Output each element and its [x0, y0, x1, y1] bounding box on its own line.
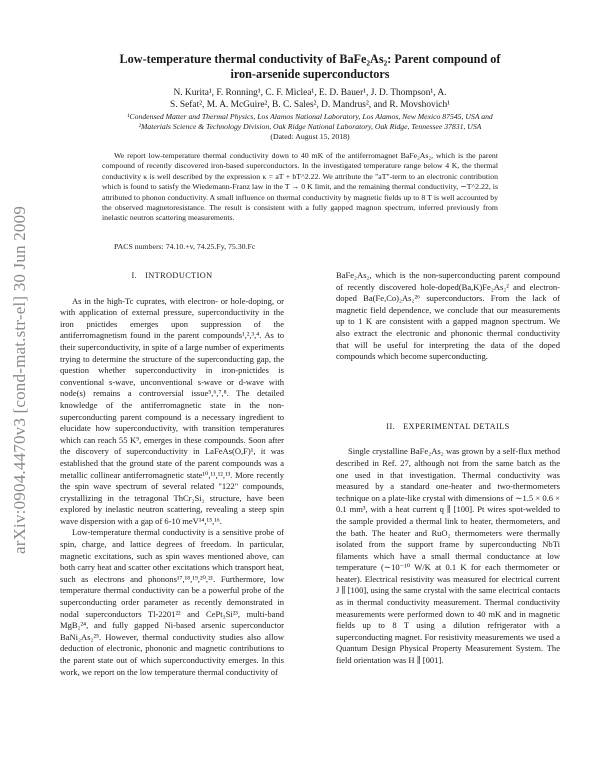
section-heading-introduction	[60, 270, 284, 282]
pacs-numbers: PACS numbers: 74.10.+v, 74.25.Fy, 75.30.Fc	[114, 242, 256, 251]
experimental-paragraph-1: Single crystalline BaFe₂As₂ was grown by a self-flux method described in Ref. 27, although not from the same batch as the one used in that investigation. Thermal conductivity was measured by a standard one-heater and two-thermometers technique on a plate-like crystal with dimensions of ∼1.5 × 0.6 × 0.1 mm³, with a heat current q ∥ [100]. Pt wires spot-welded to the sample provided a thermal link to heater, thermometers, and the bath. The heater and RuO₂ thermometers were thermally isolated from the support frame by superconducting NbTi filaments which have a small thermal conductance at low temperature (∼10⁻¹⁰ W/K at 0.1 K for each thermometer or heater). Electrical resistivity was measured for electrical current J ∥ [100], using the same crystal with the same electrical contacts as in thermal conductivity measurement. Thermal conductivity measurements were performed down to 40 mK and in magnetic fields up to 8 T using a dilution refrigerator with a superconducting magnet. For resistivity measurements we used a Quantum Design Physical Property Measurement System. The field orientation was H ∥ [001].	[336, 446, 560, 666]
paper-title	[60, 52, 560, 82]
intro-paragraph-2: Low-temperature thermal conductivity is a sensitive probe of spin, charge, and lattice degrees of freedom. In particular, magnetic excitations, such as spin waves mentioned above, can both carry heat and scatter other excitations which transport heat, such as electrons and phonons¹⁷,¹⁸,¹⁹,²⁰,²¹. Furthermore, low temperature thermal conductivity can be a powerful probe of the superconducting order parameter as recently demonstrated in nodal superconductors Tl-2201²² and CePt₃Si²³, multi-band MgB₂²⁴, and fully gapped Ni-based arsenic superconductor BaNi₂As₂²⁵. However, thermal conductivity studies also allow deduction of electronic, phononic and magnetic contributions to the parent state out of which superconductivity emerges. In this work, we report on the low temperature thermal conductivity of	[60, 527, 284, 677]
arxiv-stamp-text: arXiv:0904.4470v3 [cond-mat.str-el] 30 Jun 2009	[10, 205, 29, 555]
section-heading-experimental	[336, 421, 560, 433]
abstract: We report low-temperature thermal conductivity down to 40 mK of the antiferromagnet BaFe₂As₂, which is the parent compound of recently discovered iron-based superconductors. In the investigated temperature range below 4 K, the thermal conductivity κ is well described by the expression κ = aT + bT^2.22. We attribute the "aT"-term to an electronic contribution which is found to satisfy the Wiedemann-Franz law in the T → 0 K limit, and the remaining thermal conductivity, ∼T^2.22, is attributed to phonon conductivity. A small influence on thermal conductivity by magnetic fields up to 8 T is well accounted by the observed magnetoresistance. The result is consistent with a fully gapped magnon spectrum, inferred previously from inelastic neutron scattering measurements.	[102, 151, 498, 223]
author-list	[60, 88, 560, 111]
section-title: EXPERIMENTAL DETAILS	[403, 421, 510, 431]
right-column	[336, 270, 560, 667]
intro-paragraph-1: As in the high-Tc cuprates, with electron- or hole-doping, or with application of external pressure, superconductivity in the iron pnictides emerges upon suppression of the antiferromagnetism found in the parent compounds¹,²,³,⁴. As to their superconductivity, in spite of a large number of experiments trying to determine the structure of the superconducting gap, the question whether superconductivity in iron-pnictides is conventional s-wave, unconventional s-wave or d-wave with node(s) remains a controversial issue⁵,⁶,⁷,⁸. The detailed knowledge of the antiferromagnetic state in the non-superconducting parent compound is a necessary ingredient to elucidate how superconductivity, with transition temperatures which can reach 55 K⁹, emerges in these compounds. Soon after the discovery of superconductivity in LaFeAs(O,F)¹, it was established that the ground state of the parent compounds was a metallic collinear antiferromagnetic state¹⁰,¹¹,¹²,¹³. More recently the spin wave spectrum of several related "122" compounds, crystallizing in the tetragonal ThCr₂Si₂ structure, have been explored by inelastic neutron scattering, revealing a steep spin wave dispersion with a gap of 6-10 meV¹⁴,¹⁵,¹⁶.	[60, 295, 284, 526]
left-column	[60, 270, 284, 678]
section-number: I.	[131, 271, 138, 280]
authors-line-1: N. Kurita¹, F. Ronning¹, C. F. Miclea¹, E. D. Bauer¹, J. D. Thompson¹, A.	[173, 88, 447, 98]
intro-paragraph-continued: BaFe₂As₂, which is the non-superconducting parent compound of recently discovered hole-doped(Ba,K)Fe₂As₂² and electron-doped Ba(Fe,Co)₂As₂²⁶ superconductors. From the lack of magnetic field dependence, we conclude that our measurements up to 1 K are consistent with a gapped magnon spectrum. We also extract the electronic and phononic thermal conductivity that will be useful for interpreting the data of the doped compounds which become superconducting.	[336, 270, 560, 362]
affiliations	[60, 112, 560, 131]
section-title: INTRODUCTION	[145, 271, 213, 280]
section-number: II.	[386, 421, 396, 431]
authors-line-2: S. Sefat², M. A. McGuire², B. C. Sales², D. Mandrus², and R. Movshovich¹	[170, 99, 450, 110]
title-line-1: Low-temperature thermal conductivity of BaFe₂As₂: Parent compound of	[119, 52, 501, 66]
arxiv-side-stamp	[0, 180, 40, 580]
affiliation-1: ¹Condensed Matter and Thermal Physics, Los Alamos National Laboratory, Los Alamos, New Mexico 87545, USA and	[127, 112, 493, 121]
date-line: (Dated: August 15, 2018)	[270, 132, 350, 141]
title-line-2: iron-arsenide superconductors	[230, 67, 390, 81]
affiliation-2: ²Materials Science & Technology Division, Oak Ridge National Laboratory, Oak Ridge, Tennessee 37831, USA	[138, 121, 482, 131]
